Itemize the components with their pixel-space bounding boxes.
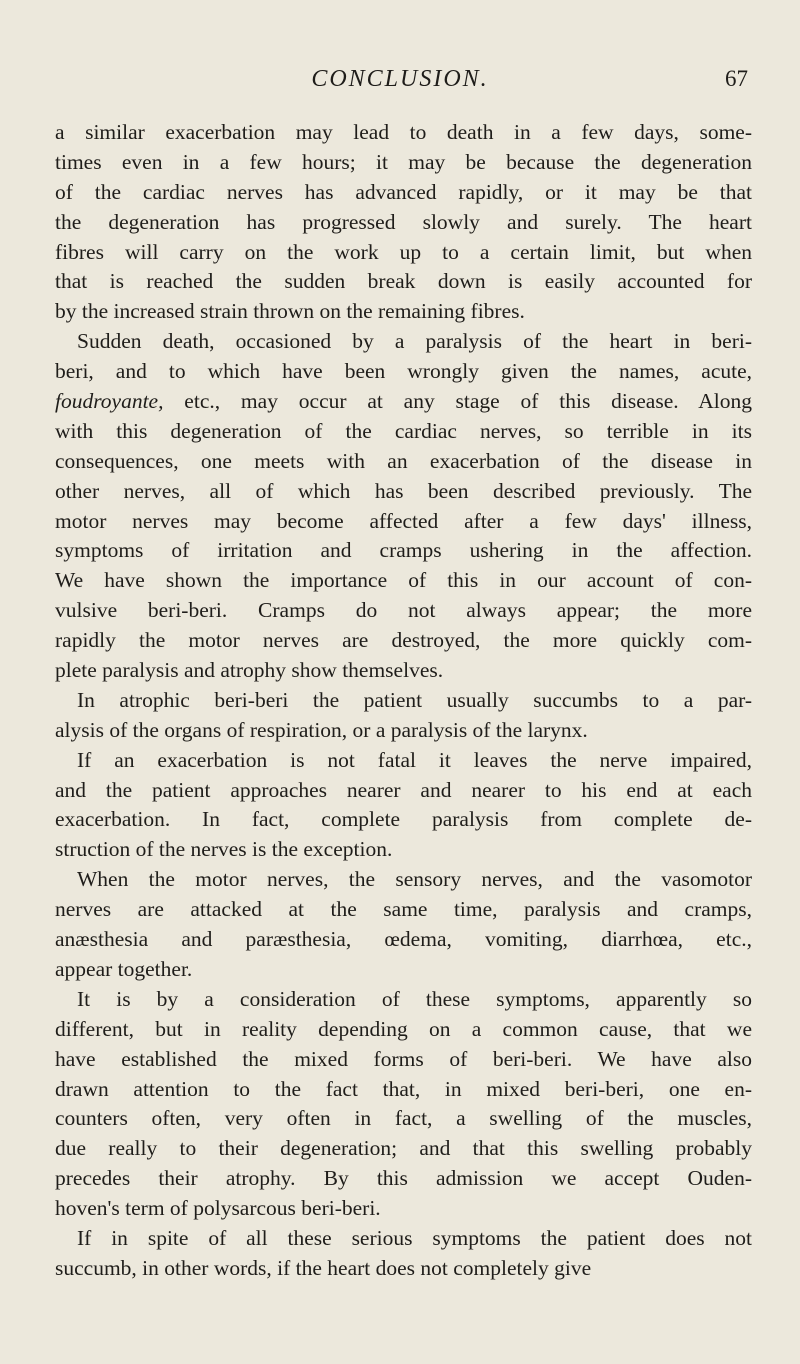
text-line: anæsthesia and paræsthesia, œdema, vomiting, diarrhœa, etc., (55, 927, 752, 952)
text-line: motor nerves may become affected after a few days' illness, (55, 508, 752, 533)
paragraph (55, 865, 752, 985)
text-line: and the patient approaches nearer and nearer to his end at each (55, 777, 752, 802)
text-line: exacerbation. In fact, complete paralysis from complete de- (55, 807, 752, 832)
text-line: due really to their degeneration; and that this swelling probably (55, 1136, 752, 1161)
page-number: 67 (725, 66, 748, 91)
paragraph (55, 985, 752, 1224)
line-remainder: etc., may occur at any stage of this disease. Along (163, 389, 752, 414)
paragraph (55, 1224, 752, 1284)
text-line: other nerves, all of which has been described previously. The (55, 478, 752, 503)
text-line: by the increased strain thrown on the remaining fibres. (55, 299, 525, 324)
text-line: Sudden death, occasioned by a paralysis of the heart in beri- (77, 329, 752, 354)
text-line (55, 387, 752, 417)
text-line: appear together. (55, 956, 193, 981)
paragraph (55, 746, 752, 866)
text-line: alysis of the organs of respiration, or a paralysis of the larynx. (55, 717, 588, 742)
text-line: If in spite of all these serious symptoms the patient does not (77, 1225, 752, 1250)
text-line: struction of the nerves is the exception. (55, 837, 393, 862)
text-line: We have shown the importance of this in our account of con- (55, 568, 752, 593)
text-line: with this degeneration of the cardiac nerves, so terrible in its (55, 418, 752, 443)
paragraph (55, 118, 752, 327)
text-line: vulsive beri-beri. Cramps do not always appear; the more (55, 598, 752, 623)
running-title: CONCLUSION. (311, 66, 489, 92)
text-line: precedes their atrophy. By this admission we accept Ouden- (55, 1166, 752, 1191)
paragraph (55, 686, 752, 746)
text-line: If an exacerbation is not fatal it leaves the nerve impaired, (77, 747, 752, 772)
text-line: times even in a few hours; it may be because the degeneration (55, 149, 752, 174)
body-text (55, 118, 752, 1284)
text-line: that is reached the sudden break down is easily accounted for (55, 269, 752, 294)
text-line: hoven's term of polysarcous beri-beri. (55, 1196, 381, 1221)
text-line: counters often, very often in fact, a swelling of the muscles, (55, 1106, 752, 1131)
text-line: drawn attention to the fact that, in mixed beri-beri, one en- (55, 1076, 752, 1101)
text-line: different, but in reality depending on a common cause, that we (55, 1016, 752, 1041)
text-line: have established the mixed forms of beri-beri. We have also (55, 1046, 752, 1071)
text-line: In atrophic beri-beri the patient usually succumbs to a par- (77, 687, 752, 712)
text-line: rapidly the motor nerves are destroyed, the more quickly com- (55, 628, 752, 653)
text-line: symptoms of irritation and cramps ushering in the affection. (55, 538, 752, 563)
italic-term: foudroyante, (55, 389, 164, 414)
text-line: fibres will carry on the work up to a certain limit, but when (55, 239, 752, 264)
text-line: nerves are attacked at the same time, paralysis and cramps, (55, 897, 752, 922)
paragraph (55, 327, 752, 686)
text-line: beri, and to which have been wrongly given the names, acute, (55, 359, 752, 384)
text-line: a similar exacerbation may lead to death in a few days, some- (55, 120, 752, 144)
text-line: consequences, one meets with an exacerbation of the disease in (55, 448, 752, 473)
text-line: succumb, in other words, if the heart does not completely give (55, 1255, 592, 1280)
text-line: of the cardiac nerves has advanced rapidly, or it may be that (55, 179, 752, 204)
running-head (0, 62, 800, 96)
text-line: plete paralysis and atrophy show themselves. (55, 658, 444, 683)
text-line: It is by a consideration of these symptoms, apparently so (77, 986, 752, 1011)
text-line: the degeneration has progressed slowly and surely. The heart (55, 209, 752, 234)
text-line: When the motor nerves, the sensory nerves, and the vasomotor (77, 867, 752, 892)
